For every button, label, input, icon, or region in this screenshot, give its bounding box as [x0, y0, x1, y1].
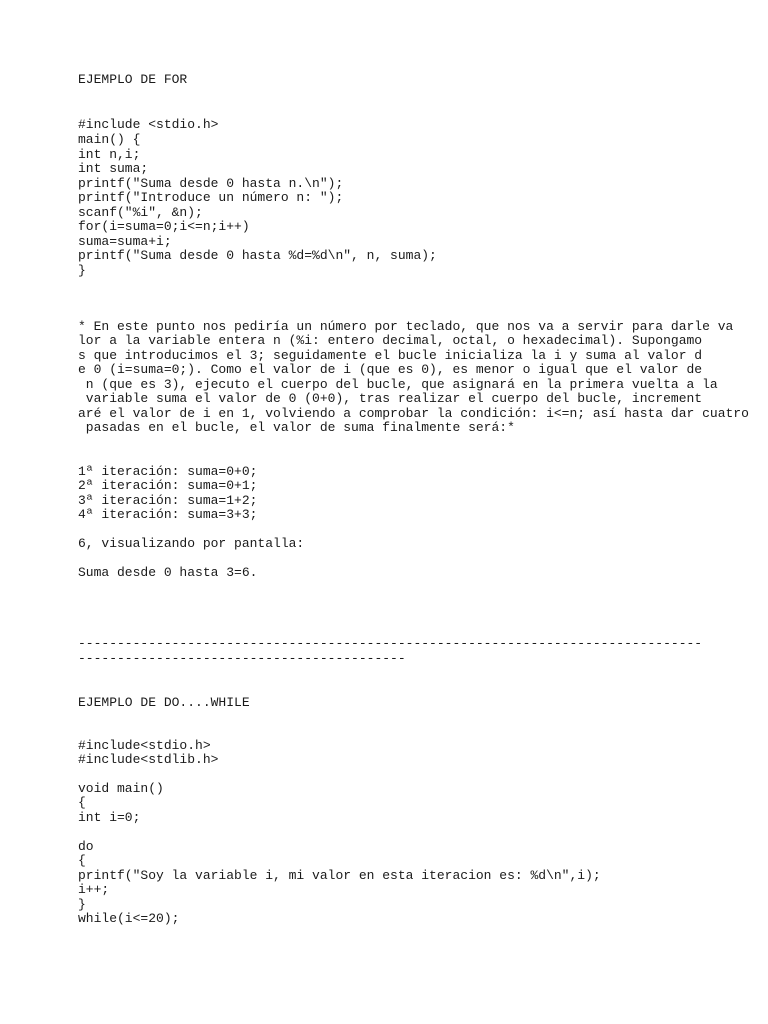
for-code-line: int suma;	[78, 161, 149, 176]
result-intro: 6, visualizando por pantalla:	[78, 536, 305, 551]
for-code-line: suma=suma+i;	[78, 234, 172, 249]
iteration-line: 2ª iteración: suma=0+1;	[78, 478, 258, 493]
dowhile-code-line: int i=0;	[78, 810, 141, 825]
program-output: Suma desde 0 hasta 3=6.	[78, 565, 258, 580]
dowhile-code-line: i++;	[78, 882, 110, 897]
dowhile-code-line: printf("Soy la variable i, mi valor en esta iteracion es: %d\n",i);	[78, 868, 601, 883]
iteration-line: 1ª iteración: suma=0+0;	[78, 464, 258, 479]
dowhile-code-line: #include<stdio.h>	[78, 738, 211, 753]
explanation-line: variable suma el valor de 0 (0+0), tras realizar el cuerpo del bucle, increment	[78, 391, 703, 406]
for-code-line: }	[78, 263, 86, 278]
for-code-line: printf("Introduce un número n: ");	[78, 190, 344, 205]
dowhile-code-line: #include<stdlib.h>	[78, 752, 219, 767]
for-section-title: EJEMPLO DE FOR	[78, 72, 188, 87]
dowhile-code-line: do	[78, 839, 94, 854]
dowhile-code-line: {	[78, 795, 86, 810]
separator-line: ------------------------------------------	[78, 651, 406, 666]
for-code-line: #include <stdio.h>	[78, 117, 219, 132]
for-code-line: int n,i;	[78, 147, 141, 162]
explanation-line: aré el valor de i en 1, volviendo a comprobar la condición: i<=n; así hasta dar cuatro	[78, 406, 749, 421]
dowhile-code-line: while(i<=20);	[78, 911, 180, 926]
for-code-line: scanf("%i", &n);	[78, 205, 203, 220]
for-code-line: printf("Suma desde 0 hasta n.\n");	[78, 176, 344, 191]
dowhile-code-line: }	[78, 897, 86, 912]
explanation-line: * En este punto nos pediría un número por teclado, que nos va a servir para darle va	[78, 319, 734, 334]
explanation-line: s que introducimos el 3; seguidamente el bucle inicializa la i y suma al valor d	[78, 348, 703, 363]
for-code-line: main() {	[78, 132, 141, 147]
explanation-line: n (que es 3), ejecuto el cuerpo del bucle, que asignará en la primera vuelta a la	[78, 377, 718, 392]
explanation-line: lor a la variable entera n (%i: entero decimal, octal, o hexadecimal). Supongamo	[78, 333, 703, 348]
explanation-line: e 0 (i=suma=0;). Como el valor de i (que es 0), es menor o igual que el valor de	[78, 362, 703, 377]
iteration-line: 3ª iteración: suma=1+2;	[78, 493, 258, 508]
explanation-line: pasadas en el bucle, el valor de suma finalmente será:*	[78, 420, 515, 435]
dowhile-code-line: {	[78, 853, 86, 868]
dowhile-code-line: void main()	[78, 781, 164, 796]
for-code-line: printf("Suma desde 0 hasta %d=%d\n", n, suma);	[78, 248, 437, 263]
separator-line: --------------------------------------------------------------------------------	[78, 636, 703, 651]
dowhile-section-title: EJEMPLO DE DO....WHILE	[78, 695, 250, 710]
iteration-line: 4ª iteración: suma=3+3;	[78, 507, 258, 522]
for-code-line: for(i=suma=0;i<=n;i++)	[78, 219, 250, 234]
